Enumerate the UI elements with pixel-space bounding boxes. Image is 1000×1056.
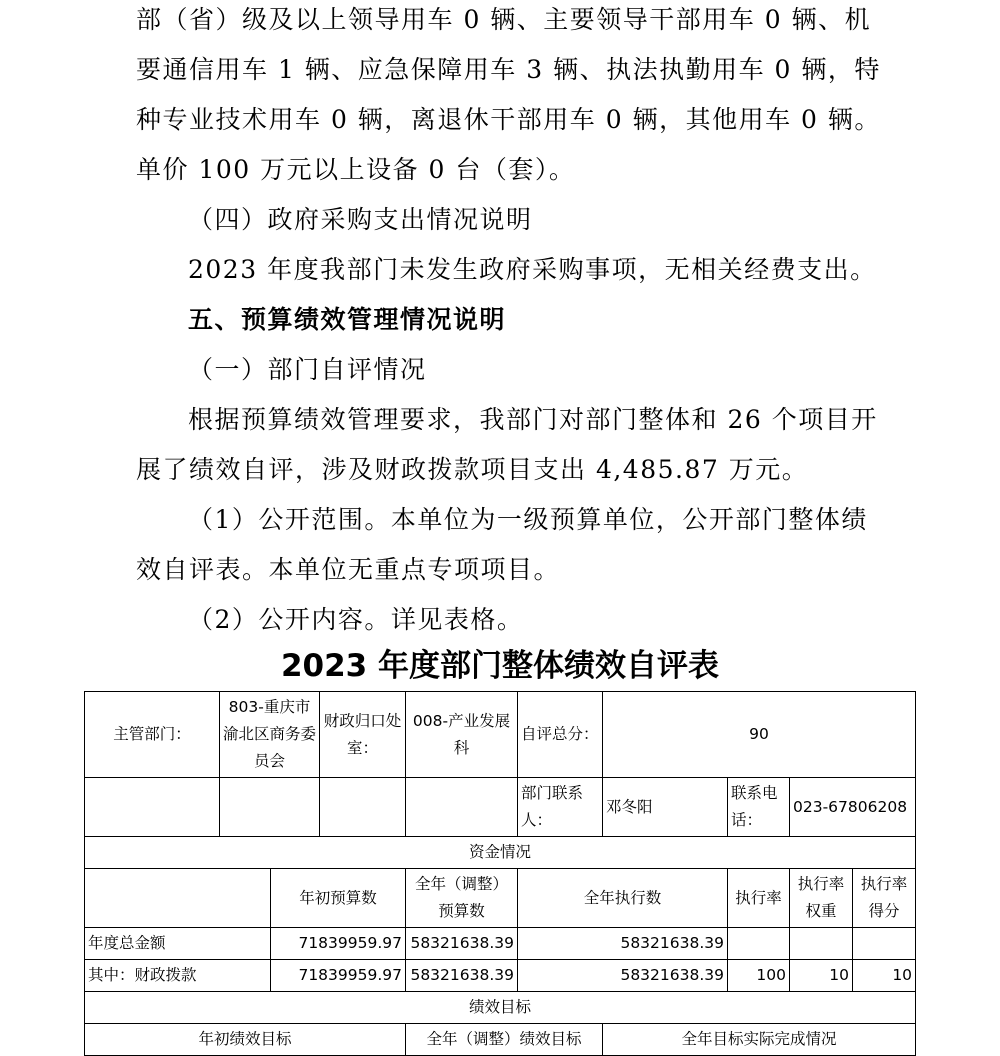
rate-weight-value: 10 <box>790 960 853 992</box>
section-heading-performance: 五、预算绩效管理情况说明 <box>188 305 507 334</box>
col-adjusted-budget: 全年（调整）预算数 <box>406 869 518 928</box>
empty-cell <box>320 778 406 837</box>
phone-label: 联系电话： <box>728 778 790 837</box>
text-line: 展了绩效自评，涉及财政拨款项目支出 4,485.87 万元。 <box>136 455 809 484</box>
body-text <box>136 0 881 645</box>
subsection-heading-self-eval: （一）部门自评情况 <box>188 355 427 384</box>
empty-cell <box>406 778 518 837</box>
executed-value: 58321638.39 <box>518 960 728 992</box>
initial-budget-value: 71839959.97 <box>271 960 406 992</box>
row-label: 年度总金额 <box>85 928 271 960</box>
goals-header: 绩效目标 <box>85 992 916 1024</box>
empty-cell <box>85 869 271 928</box>
initial-budget-value: 71839959.97 <box>271 928 406 960</box>
rate-score-value <box>853 928 916 960</box>
text-line: 单价 100 万元以上设备 0 台（套）。 <box>136 155 576 184</box>
goal-adjusted-header: 全年（调整）绩效目标 <box>406 1024 603 1056</box>
empty-cell <box>220 778 320 837</box>
col-execution-rate: 执行率 <box>728 869 790 928</box>
phone-value: 023-67806208 <box>790 778 916 837</box>
table-title: 2023 年度部门整体绩效自评表 <box>280 648 720 684</box>
text-line: 2023 年度我部门未发生政府采购事项，无相关经费支出。 <box>188 255 877 284</box>
funds-header: 资金情况 <box>85 837 916 869</box>
score-label: 自评总分： <box>518 692 603 778</box>
rate-weight-value <box>790 928 853 960</box>
finance-value: 008-产业发展科 <box>406 692 518 778</box>
text-line: 效自评表。本单位无重点专项项目。 <box>136 555 561 584</box>
row-label: 其中：财政拨款 <box>85 960 271 992</box>
contact-value: 邓冬阳 <box>603 778 728 837</box>
score-value: 90 <box>603 692 916 778</box>
goal-actual-header: 全年目标实际完成情况 <box>603 1024 916 1056</box>
execution-rate-value <box>728 928 790 960</box>
performance-eval-table <box>84 691 916 1056</box>
text-line: （2）公开内容。详见表格。 <box>188 605 524 634</box>
section-heading-procurement: （四）政府采购支出情况说明 <box>188 205 533 234</box>
text-line: 种专业技术用车 0 辆，离退休干部用车 0 辆，其他用车 0 辆。 <box>136 105 881 134</box>
col-rate-weight: 执行率权重 <box>790 869 853 928</box>
adjusted-budget-value: 58321638.39 <box>406 960 518 992</box>
col-rate-score: 执行率得分 <box>853 869 916 928</box>
executed-value: 58321638.39 <box>518 928 728 960</box>
dept-value: 803-重庆市渝北区商务委员会 <box>220 692 320 778</box>
text-line: 要通信用车 1 辆、应急保障用车 3 辆、执法执勤用车 0 辆，特 <box>136 55 881 84</box>
empty-cell <box>85 778 220 837</box>
execution-rate-value: 100 <box>728 960 790 992</box>
col-initial-budget: 年初预算数 <box>271 869 406 928</box>
text-line: 根据预算绩效管理要求，我部门对部门整体和 26 个项目开 <box>188 405 878 434</box>
rate-score-value: 10 <box>853 960 916 992</box>
dept-label: 主管部门： <box>85 692 220 778</box>
col-executed: 全年执行数 <box>518 869 728 928</box>
contact-label: 部门联系人： <box>518 778 603 837</box>
text-line: 部（省）级及以上领导用车 0 辆、主要领导干部用车 0 辆、机 <box>136 5 872 34</box>
adjusted-budget-value: 58321638.39 <box>406 928 518 960</box>
finance-label: 财政归口处室： <box>320 692 406 778</box>
text-line: （1）公开范围。本单位为一级预算单位，公开部门整体绩 <box>188 505 868 534</box>
goal-initial-header: 年初绩效目标 <box>85 1024 406 1056</box>
